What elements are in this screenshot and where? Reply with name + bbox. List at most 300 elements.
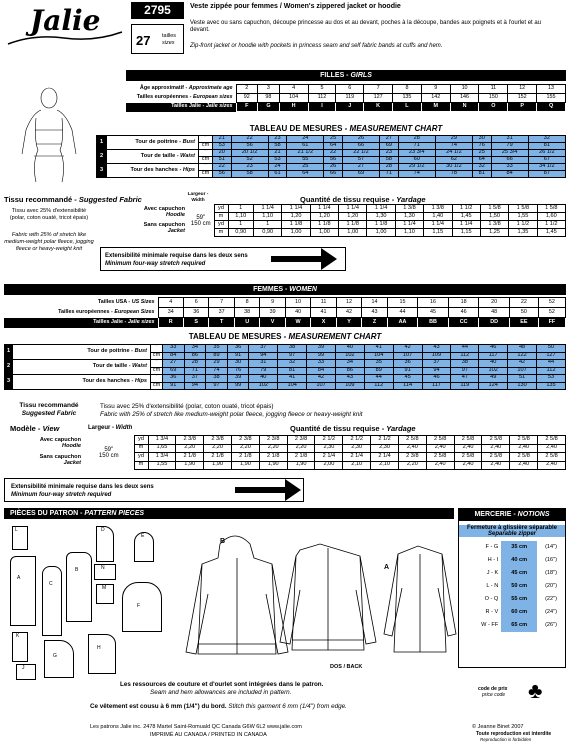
yardage-cell: 1,55 <box>148 461 176 470</box>
age-cell: 2 <box>236 85 258 94</box>
stretch-text-en: Minimum four-way stretch required <box>105 261 206 267</box>
stretch-arrowhead-icon <box>285 479 301 501</box>
yardage-cell: 2 5/8 <box>538 453 566 462</box>
measure-cell: 99 <box>307 352 336 360</box>
yardage-cell: 1 <box>228 205 253 213</box>
yardage-cell: 1,30 <box>367 213 395 221</box>
measure-cell: 30 1/2 <box>435 164 472 171</box>
width-in: 59" <box>104 446 114 453</box>
measure-cell: 38 <box>278 345 307 353</box>
girls-header-en: GIRLS <box>350 72 372 79</box>
women-stretch-box <box>4 478 304 502</box>
measure-cell: 74 <box>206 367 228 375</box>
piece-label: L <box>15 527 18 533</box>
yardage-cell: 1,40 <box>424 213 452 221</box>
measure-cell: 33 <box>491 164 528 171</box>
hoodie-label-fr: Avec capuchon <box>39 437 81 444</box>
yardage-cell: 2 1/8 <box>231 453 259 462</box>
yardage-cell: 1 1/4 <box>253 205 281 213</box>
measure-cell: 33 <box>307 360 336 368</box>
measure-cell: 78 <box>435 171 472 178</box>
measure-cell: 34 <box>335 360 364 368</box>
sizes-label-en: sizes <box>162 40 175 46</box>
measure-cell: 23 <box>268 136 287 143</box>
measure-cell: 28 <box>398 136 435 143</box>
zipper-in: (20") <box>545 582 557 589</box>
unit-yd: yd <box>214 205 228 213</box>
model-head-en: View <box>42 424 60 433</box>
yardage-cell: 2 1/2 <box>371 436 399 445</box>
yardage-cell: 1 1/4 <box>310 205 338 213</box>
jalie-size-cell: Q <box>537 103 566 112</box>
measure-cell: 36 <box>393 360 422 368</box>
age-cell: 8 <box>393 85 422 94</box>
euro-cell: 98 <box>258 94 280 103</box>
usa-cell: 18 <box>448 298 479 308</box>
measure-cell: 27 <box>342 164 379 171</box>
yardage-cell: 1 3/8 <box>395 205 423 213</box>
fabric-width <box>188 205 214 237</box>
yardage-cell: 1,25 <box>480 229 508 237</box>
measure-cell: 40 <box>335 345 364 353</box>
measure-cell: 69 <box>380 143 399 150</box>
piece-label: K <box>16 633 20 639</box>
measure-cell: 71 <box>380 171 399 178</box>
hips-label-en: Hips <box>134 378 147 385</box>
measure-cell: 41 <box>278 375 307 383</box>
euro-cell: 135 <box>393 94 422 103</box>
measure-cell: 22 <box>324 150 343 157</box>
measure-cell: 94 <box>249 352 278 360</box>
measure-cell: 51 <box>508 375 537 383</box>
measure-cell: 24 <box>287 136 324 143</box>
measure-cell: 32 <box>473 164 492 171</box>
notions-header-en: NOTIONS <box>517 511 550 518</box>
jalie-label-en: Jalie sizes <box>127 318 155 325</box>
waist-label <box>107 150 199 164</box>
measure-cell: 102 <box>335 352 364 360</box>
measure-cell: 40 <box>479 360 508 368</box>
measure-cell: 84 <box>307 367 336 375</box>
row-number: 1 <box>97 136 107 150</box>
euro-cell: 152 <box>508 94 537 103</box>
yardage-cell: 1,35 <box>509 229 537 237</box>
yardage-cell: 1,10 <box>395 229 423 237</box>
euro-cell: 50 <box>509 308 538 318</box>
yardage-cell: 1 1/4 <box>424 221 452 229</box>
jalie-size-cell: BB <box>418 318 449 328</box>
measure-cell: 26 <box>342 136 379 143</box>
measure-cell: 50 <box>536 345 565 353</box>
yardage-cell: 1 1/8 <box>367 221 395 229</box>
yardage-cell: 1 1/8 <box>282 221 310 229</box>
back-label: DOS / BACK <box>330 664 363 670</box>
yardage-cell: 2,40 <box>510 461 538 470</box>
measure-cell: 27 <box>163 360 185 368</box>
chart-title-fr: TABLEAU DE MESURES - <box>188 332 289 341</box>
euro-cell: 34 <box>158 308 183 318</box>
yardage-cell: 2 3/8 <box>176 436 204 445</box>
zipper-sizes: O - Q <box>484 595 499 602</box>
width-cm: 150 cm <box>190 220 211 227</box>
measure-cell: 97 <box>206 382 228 390</box>
measure-cell: 39 <box>307 345 336 353</box>
yardage-cell: 2,20 <box>398 461 426 470</box>
women-fabric-label <box>4 402 94 418</box>
unit-cm: cm <box>151 382 163 390</box>
model-head-fr: Modèle - <box>10 424 43 433</box>
usa-cell: 10 <box>285 298 310 308</box>
age-cell: 12 <box>508 85 537 94</box>
euro-cell: 40 <box>285 308 310 318</box>
yardage-cell: 2,20 <box>231 444 259 453</box>
jalie-size-cell: AA <box>387 318 418 328</box>
yardage-cell: 2 5/8 <box>482 453 510 462</box>
fabric-label-en: Suggested Fabric <box>78 195 142 204</box>
zipper-in: (14") <box>545 543 557 550</box>
yardage-cell: 1,15 <box>424 229 452 237</box>
yardage-cell: 1,20 <box>282 213 310 221</box>
unit-m: m <box>134 461 148 470</box>
euro-label <box>126 94 236 103</box>
euro-cell: 37 <box>209 308 234 318</box>
measure-cell: 42 <box>393 345 422 353</box>
age-cell: 13 <box>537 85 566 94</box>
zipper-sizes: R - V <box>485 608 499 615</box>
measure-cell: 20 <box>213 150 232 157</box>
row-number: 2 <box>5 360 13 375</box>
hoodie-label-fr: Avec capuchon <box>143 205 185 212</box>
usa-label <box>4 298 158 308</box>
yardage-cell: 1 1/4 <box>395 221 423 229</box>
measure-cell: 84 <box>491 171 528 178</box>
printed-in: IMPRIMÉ AU CANADA / PRINTED IN CANADA <box>150 732 267 738</box>
measure-cell: 21 1/2 <box>287 150 324 157</box>
yardage-cell: 2 1/2 <box>343 436 371 445</box>
euro-cell: 45 <box>418 308 449 318</box>
euro-cell: 112 <box>308 94 336 103</box>
measure-cell: 89 <box>206 352 228 360</box>
measure-cell: 29 <box>206 360 228 368</box>
measure-cell: 46 <box>422 375 451 383</box>
bust-label-en: Bust <box>134 348 147 355</box>
piece-c <box>42 566 62 636</box>
yardage-cell: 2 5/8 <box>426 436 454 445</box>
usa-cell: 15 <box>387 298 418 308</box>
zipper-cm: 35 cm <box>501 541 537 554</box>
yardage-cell: 1,65 <box>148 444 176 453</box>
age-label-en: Approximate age <box>188 85 233 92</box>
jalie-size-cell: M <box>421 103 450 112</box>
measure-cell: 35 <box>206 345 228 353</box>
usa-cell: 16 <box>418 298 449 308</box>
pieces-header-en: PATTERN PIECES <box>84 510 145 517</box>
zipper-cm: 65 cm <box>501 619 537 632</box>
unit-cm: cm <box>151 352 163 360</box>
measure-cell: 89 <box>364 367 393 375</box>
measure-cell: 29 <box>435 136 472 143</box>
hoodie-label <box>4 436 84 453</box>
yardage-cell: 2 3/8 <box>259 436 287 445</box>
measure-cell: 34 <box>184 345 206 353</box>
address: Les patrons Jalie inc. 2478 Martel Saint-Romuald QC Canada G6W 6L2 www.jalie.com <box>90 724 302 730</box>
piece-n <box>94 564 116 580</box>
yardage-cell: 1 3/8 <box>424 205 452 213</box>
yardage-cell: 1,60 <box>537 213 565 221</box>
yardage-cell: 2,10 <box>371 461 399 470</box>
women-header <box>4 284 566 295</box>
jalie-label-fr: Tailles Jalie - <box>93 318 128 325</box>
yardage-cell: 2 5/8 <box>482 436 510 445</box>
women-chart-title <box>4 331 566 342</box>
yardage-cell: 1,00 <box>282 229 310 237</box>
measure-cell: 43 <box>422 345 451 353</box>
measure-cell: 64 <box>473 157 492 164</box>
women-yardage-head <box>290 424 416 433</box>
measure-cell: 112 <box>536 367 565 375</box>
measure-cell: 23 3/4 <box>398 150 435 157</box>
measure-cell: 28 <box>380 164 399 171</box>
yardage-cell: 1 3/4 <box>148 453 176 462</box>
stitch-note <box>90 703 347 710</box>
yardage-cell: 2 3/8 <box>287 436 315 445</box>
measure-cell: 114 <box>393 382 422 390</box>
fabric-label-en: Suggested Fabric <box>21 410 77 417</box>
jacket-label-fr: Sans capuchon <box>143 221 185 228</box>
usa-label-fr: Tailles USA - <box>97 298 132 305</box>
hips-label-fr: Tour des hanches - <box>130 166 183 173</box>
yardage-cell: 2,40 <box>538 444 566 453</box>
waist-label-fr: Tour de taille - <box>140 152 181 159</box>
measure-cell: 71 <box>184 367 206 375</box>
girls-measurement-table <box>96 135 566 178</box>
stretch-arrowhead-icon <box>321 248 337 270</box>
unit-in: " <box>151 345 163 353</box>
yardage-cell: 0,90 <box>228 229 253 237</box>
stretch-arrow-icon <box>271 256 321 262</box>
yardage-cell: 1,90 <box>231 461 259 470</box>
stitch-note-en: Stitch this garment 6 mm (1/4") from edge. <box>228 703 347 710</box>
piece-label: B <box>75 567 79 573</box>
yardage-cell: 2,10 <box>343 461 371 470</box>
jalie-size-cell: H <box>279 103 308 112</box>
piece-h <box>88 634 116 674</box>
measure-cell: 21 <box>213 136 232 143</box>
yardage-cell: 1,20 <box>339 213 367 221</box>
row-number: 3 <box>5 375 13 390</box>
euro-label-en: European sizes <box>192 94 233 101</box>
piece-label: E <box>141 533 145 539</box>
description-fr: Veste avec ou sans capuchon, découpe princesse au dos et au devant, poches à la découpe, bandes aux poignets et à l'ourlet et au devant. <box>190 20 542 33</box>
euro-cell: 41 <box>311 308 336 318</box>
measure-cell: 32 <box>278 360 307 368</box>
piece-e <box>134 532 154 562</box>
measure-cell: 23 <box>231 164 268 171</box>
yardage-cell: 2,30 <box>315 444 343 453</box>
measure-cell: 25 3/4 <box>491 150 528 157</box>
zipper-cm: 40 cm <box>501 554 537 567</box>
chart-title-en: MEASUREMENT CHART <box>288 332 382 341</box>
pieces-header <box>4 508 454 519</box>
measure-cell: 91 <box>393 367 422 375</box>
yardage-cell: 1 1/4 <box>367 205 395 213</box>
euro-cell: 146 <box>450 94 479 103</box>
row-number: 2 <box>97 150 107 164</box>
measure-cell: 104 <box>364 352 393 360</box>
measure-cell: 57 <box>342 157 379 164</box>
measure-cell: 58 <box>380 157 399 164</box>
euro-cell: 44 <box>387 308 418 318</box>
hoodie-label <box>96 205 188 221</box>
age-cell: 9 <box>421 85 450 94</box>
piece-f <box>122 582 162 632</box>
hips-label-en: Hips <box>182 166 195 173</box>
size-count: 27 <box>136 33 151 48</box>
piece-k <box>12 632 28 662</box>
measure-cell: 35 <box>364 360 393 368</box>
waist-label <box>13 360 151 375</box>
yardage-cell: 2,30 <box>371 444 399 453</box>
zipper-sizes: W - FF <box>481 621 499 628</box>
chart-title-en: MEASUREMENT CHART <box>349 124 443 133</box>
measure-cell: 97 <box>451 367 479 375</box>
price-code-en: price code <box>482 692 506 698</box>
yardage-cell: 2,20 <box>287 444 315 453</box>
measure-cell: 130 <box>508 382 537 390</box>
measure-cell: 36 <box>227 345 249 353</box>
yardage-head-en: Yardage <box>386 424 416 433</box>
measure-cell: 20 1/2 <box>231 150 268 157</box>
yardage-cell: 1 1/4 <box>452 221 480 229</box>
piece-label: C <box>49 581 53 587</box>
yardage-cell: 2,40 <box>510 444 538 453</box>
measure-cell: 47 <box>451 375 479 383</box>
yardage-cell: 2,00 <box>315 461 343 470</box>
piece-a <box>10 556 36 626</box>
yardage-cell: 2 5/8 <box>398 436 426 445</box>
header-section <box>0 0 570 58</box>
zipper-sizes: L - N <box>486 582 499 589</box>
measure-cell: 117 <box>422 382 451 390</box>
usa-label-en: US Sizes <box>131 298 155 305</box>
usa-cell: 6 <box>183 298 208 308</box>
fabric-label-fr: Tissu recommandé <box>19 402 79 409</box>
measure-cell: 53 <box>268 157 287 164</box>
stitch-note-fr: Ce vêtement est cousu à 6 mm (1/4") du bord. <box>90 703 227 710</box>
yardage-cell: 1,10 <box>228 213 253 221</box>
chart-title-fr: TABLEAU DE MESURES - <box>249 124 350 133</box>
jalie-size-cell: I <box>308 103 336 112</box>
notions-header <box>459 509 565 521</box>
yardage-cell: 1 5/8 <box>537 205 565 213</box>
bust-label-fr: Tour de poitrine - <box>87 348 135 355</box>
measure-cell: 127 <box>536 352 565 360</box>
measure-cell: 94 <box>422 367 451 375</box>
measure-cell: 91 <box>227 352 249 360</box>
yardage-cell: 1 5/8 <box>480 205 508 213</box>
measure-cell: 23 <box>380 150 399 157</box>
euro-cell: 150 <box>479 94 508 103</box>
waist-label-en: Waist <box>180 152 195 159</box>
yardage-cell: 1,90 <box>204 461 232 470</box>
jalie-size-cell: CC <box>448 318 479 328</box>
measure-cell: 27 <box>380 136 399 143</box>
yardage-cell: 2 3/8 <box>231 436 259 445</box>
logo <box>4 4 124 48</box>
jalie-size-cell: O <box>479 103 508 112</box>
yardage-cell: 1,00 <box>310 229 338 237</box>
zipper-in: (22") <box>545 595 557 602</box>
usa-cell: 7 <box>209 298 234 308</box>
unit-m: m <box>214 229 228 237</box>
measure-cell: 49 <box>479 375 508 383</box>
usa-cell: 20 <box>479 298 510 308</box>
zipper-cm: 45 cm <box>501 567 537 580</box>
measure-cell: 56 <box>213 171 232 178</box>
age-cell: 10 <box>450 85 479 94</box>
women-header-en: WOMEN <box>289 286 317 293</box>
copyright: © Jeanne Binet 2007 <box>472 724 524 730</box>
yardage-cell: 1,00 <box>339 229 367 237</box>
girls-figure <box>14 84 84 184</box>
measure-cell: 48 <box>508 345 537 353</box>
yardage-cell: 2 5/8 <box>454 453 482 462</box>
jacket-label-en: Jacket <box>63 460 81 466</box>
measure-cell: 31 <box>491 136 528 143</box>
yardage-cell: 0,90 <box>253 229 281 237</box>
repro-en: Reproduction is forbidden <box>480 737 532 742</box>
fabric-width <box>84 436 134 470</box>
women-width-head <box>88 425 132 431</box>
yardage-cell: 2,40 <box>454 444 482 453</box>
yardage-cell: 2 5/8 <box>510 453 538 462</box>
yardage-cell: 1,10 <box>253 213 281 221</box>
jalie-size-cell: X <box>311 318 336 328</box>
measure-cell: 119 <box>451 382 479 390</box>
measure-cell: 104 <box>278 382 307 390</box>
jalie-size-cell: FF <box>538 318 565 328</box>
women-yardage-table <box>4 435 566 470</box>
usa-cell: 4 <box>158 298 183 308</box>
girls-header-fr: FILLES - <box>320 72 351 79</box>
measure-cell: 26 <box>324 164 343 171</box>
girls-fabric-text-en: Fabric with 25% of stretch like medium-weight polar fleece, jogging fleece or heavy-weight knit <box>4 232 94 252</box>
jalie-size-cell: Y <box>336 318 361 328</box>
measure-cell: 42 <box>508 360 537 368</box>
measure-cell: 41 <box>364 345 393 353</box>
measure-cell: 42 <box>307 375 336 383</box>
width-head-fr: Largeur - <box>88 425 116 431</box>
women-euro-label <box>4 308 158 318</box>
measure-cell: 107 <box>307 382 336 390</box>
euro-label-fr: Tailles européennes - <box>58 308 115 315</box>
unit-yd: yd <box>134 453 148 462</box>
yardage-cell: 1 1/4 <box>339 205 367 213</box>
model-head <box>10 424 59 433</box>
measure-cell: 74 <box>435 143 472 150</box>
measure-cell: 84 <box>163 352 185 360</box>
usa-cell: 11 <box>311 298 336 308</box>
measure-cell: 76 <box>473 143 492 150</box>
girls-yardage-table <box>96 204 566 237</box>
zipper-cm: 55 cm <box>501 593 537 606</box>
piece-label: A <box>17 575 21 581</box>
price-code-fr: code de prix <box>478 686 508 692</box>
view-b-label: B <box>220 538 226 545</box>
usa-cell: 9 <box>260 298 285 308</box>
seam-note-en: Seam and hem allowances are included in pattern. <box>150 689 292 696</box>
yardage-head-fr: Quantité de tissu requise - <box>300 195 397 204</box>
